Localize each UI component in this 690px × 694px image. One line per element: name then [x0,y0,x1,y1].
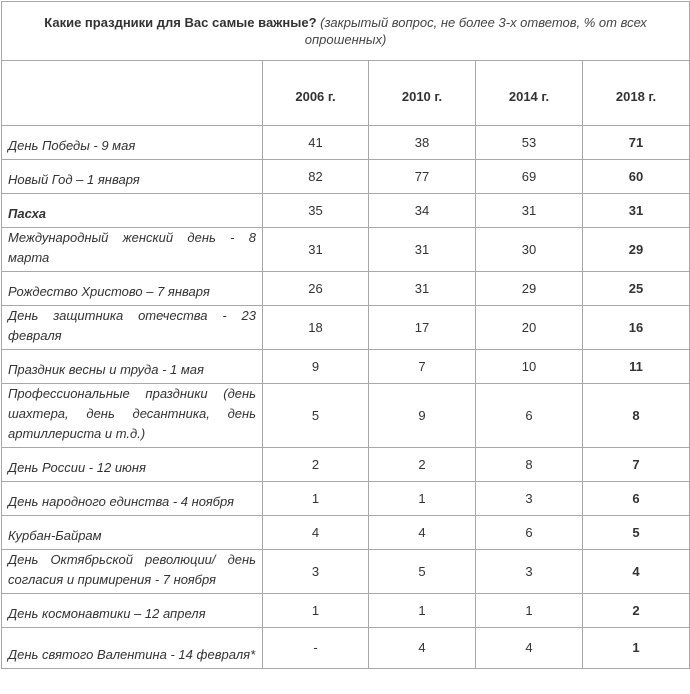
value-cell: 5 [263,384,369,448]
header-year: 2018 г. [583,61,690,126]
holiday-name: День Октябрьской революции/ день согласия и примирения - 7 ноября [2,550,263,594]
value-cell: 20 [476,306,583,350]
value-cell: 30 [476,228,583,272]
value-cell: 31 [583,194,690,228]
value-cell: 1 [369,482,476,516]
value-cell: 82 [263,160,369,194]
holiday-name: Профессиональные праздники (день шахтера, день десантника, день артиллериста и т.д.) [2,384,263,448]
value-cell: 16 [583,306,690,350]
holiday-name: День святого Валентина - 14 февраля* [2,628,263,669]
table-row [2,228,690,272]
holiday-name: Новый Год – 1 января [2,160,263,194]
value-cell: 29 [583,228,690,272]
value-cell: 31 [369,228,476,272]
holiday-name: День Победы - 9 мая [2,126,263,160]
value-cell: 2 [369,448,476,482]
value-cell: 6 [476,384,583,448]
value-cell: 4 [263,516,369,550]
value-cell: - [263,628,369,669]
header-year: 2014 г. [476,61,583,126]
holiday-name: Международный женский день - 8 марта [2,228,263,272]
holiday-name: День космонавтики – 12 апреля [2,594,263,628]
value-cell: 2 [263,448,369,482]
table-row [2,516,690,550]
value-cell: 8 [476,448,583,482]
title-row [2,2,690,61]
header-year: 2010 г. [369,61,476,126]
value-cell: 1 [476,594,583,628]
value-cell: 18 [263,306,369,350]
value-cell: 4 [369,516,476,550]
value-cell: 41 [263,126,369,160]
value-cell: 53 [476,126,583,160]
table-row [2,448,690,482]
value-cell: 29 [476,272,583,306]
value-cell: 3 [263,550,369,594]
value-cell: 17 [369,306,476,350]
value-cell: 26 [263,272,369,306]
value-cell: 77 [369,160,476,194]
value-cell: 25 [583,272,690,306]
table-row [2,194,690,228]
value-cell: 4 [583,550,690,594]
value-cell: 38 [369,126,476,160]
table-row [2,550,690,594]
value-cell: 69 [476,160,583,194]
holiday-name: Пасха [2,194,263,228]
value-cell: 10 [476,350,583,384]
holiday-name: Курбан-Байрам [2,516,263,550]
value-cell: 4 [476,628,583,669]
value-cell: 71 [583,126,690,160]
value-cell: 5 [583,516,690,550]
table-row [2,594,690,628]
value-cell: 11 [583,350,690,384]
value-cell: 9 [263,350,369,384]
holiday-name: День защитника отечества - 23 февраля [2,306,263,350]
title-note: (закрытый вопрос, не более 3-х ответов, % от всех опрошенных) [304,15,647,47]
value-cell: 6 [583,482,690,516]
value-cell: 35 [263,194,369,228]
value-cell: 9 [369,384,476,448]
value-cell: 34 [369,194,476,228]
holiday-name: Праздник весны и труда - 1 мая [2,350,263,384]
table-row [2,160,690,194]
header-holiday [2,61,263,126]
value-cell: 1 [263,594,369,628]
holiday-name: День народного единства - 4 ноября [2,482,263,516]
value-cell: 4 [369,628,476,669]
table-row [2,482,690,516]
value-cell: 31 [476,194,583,228]
holiday-name: Рождество Христово – 7 января [2,272,263,306]
value-cell: 7 [583,448,690,482]
title-question: Какие праздники для Вас самые важные? [44,15,317,30]
value-cell: 6 [476,516,583,550]
value-cell: 31 [263,228,369,272]
value-cell: 31 [369,272,476,306]
holiday-name: День России - 12 июня [2,448,263,482]
survey-table [1,1,690,669]
table-row [2,384,690,448]
value-cell: 7 [369,350,476,384]
table-row [2,350,690,384]
value-cell: 3 [476,482,583,516]
table-row [2,272,690,306]
value-cell: 2 [583,594,690,628]
value-cell: 8 [583,384,690,448]
value-cell: 1 [583,628,690,669]
value-cell: 1 [263,482,369,516]
value-cell: 3 [476,550,583,594]
header-row [2,61,690,126]
table-row [2,126,690,160]
header-year: 2006 г. [263,61,369,126]
value-cell: 5 [369,550,476,594]
table-row [2,306,690,350]
value-cell: 60 [583,160,690,194]
value-cell: 1 [369,594,476,628]
table-row [2,628,690,669]
table-title [2,2,690,61]
